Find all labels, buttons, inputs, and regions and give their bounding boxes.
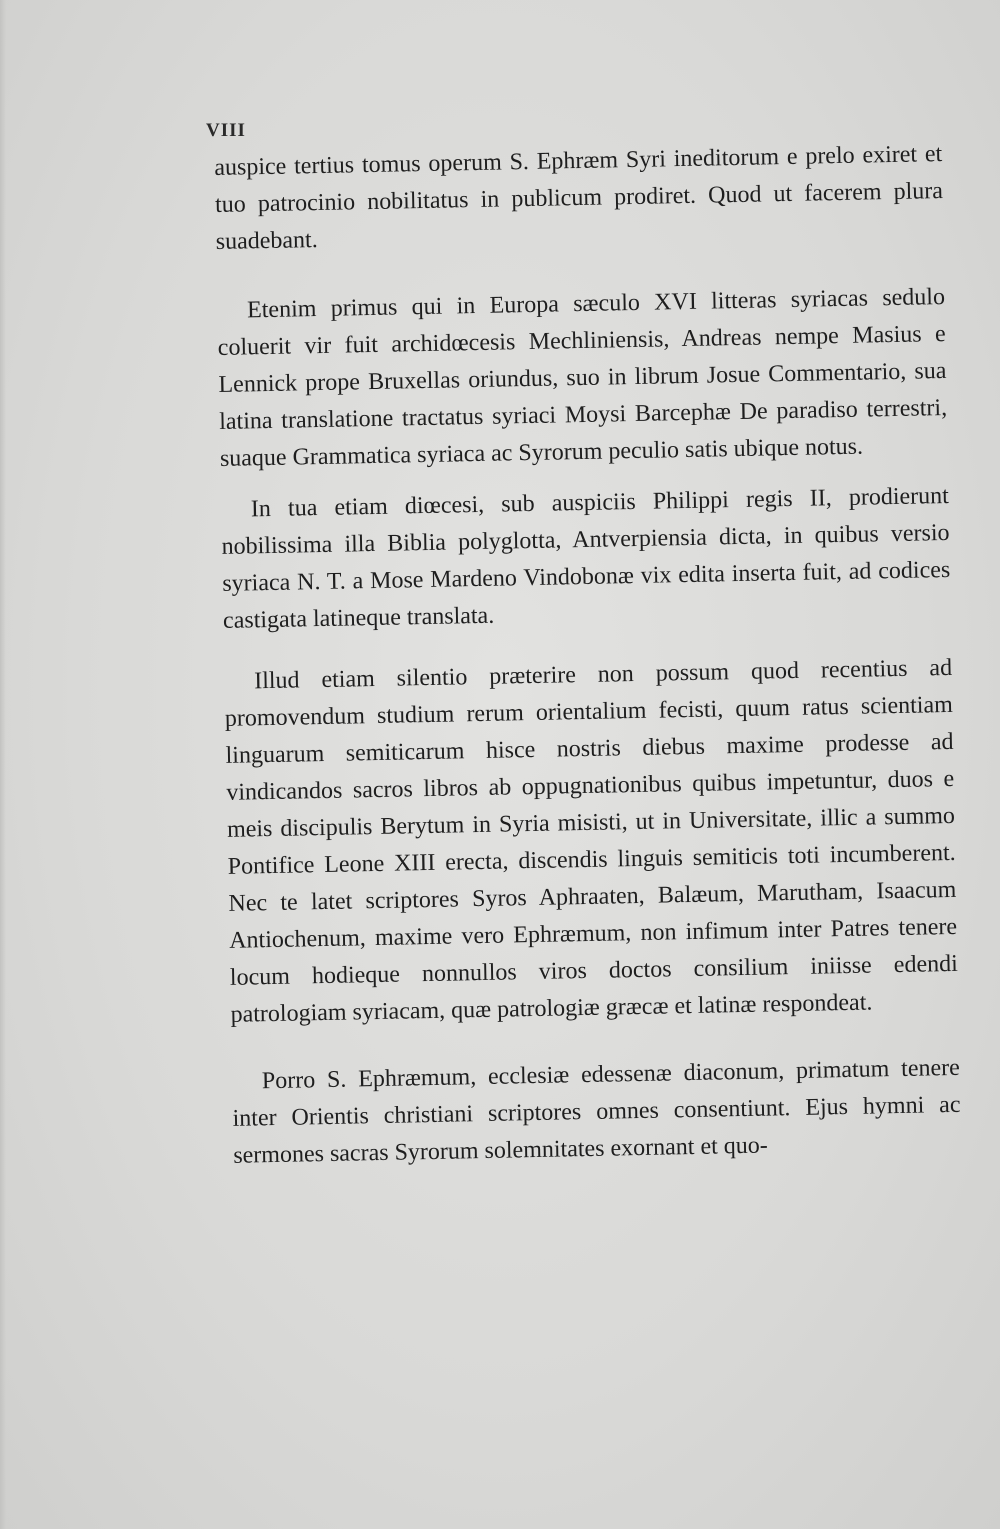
body-text xyxy=(214,136,962,1175)
paragraph-5: Porro S. Ephræmum, ecclesiæ edessenæ diaconum, primatum tenere inter Orientis christiani scriptores omnes consentiunt. Ejus hymni ac sermones sacras Syrorum solemnitates exornant et quo- xyxy=(232,1054,961,1169)
paragraph-2: Etenim primus qui in Europa sæculo XVI litteras syriacas sedulo coluerit vir fuit archidœcesis Mechliniensis, Andreas nempe Masius e Lennick prope Bruxellas oriundus, suo in librum Josue Commentario, sua latina translatione tractatus syriaci Moysi Barcephæ De paradiso terrestri, suaque Grammatica syriaca ac Syrorum peculio satis ubique notus. xyxy=(217,283,948,472)
paragraph-1: auspice tertius tomus operum S. Ephræm Syri ineditorum e prelo exiret et tuo patrocinio nobilitatus in publicum prodiret. Quod ut facerem plura suadebant. xyxy=(214,141,944,255)
page-fold-shadow xyxy=(0,0,6,1529)
page-number: VIII xyxy=(206,120,246,141)
paragraph-4: Illud etiam silentio præterire non possum quod recentius ad promovendum studium rerum orientalium fecisti, quum ratus scientiam linguarum semiticarum hisce nostris diebus maxime prodesse ad vindicandos sacros libros ab oppugnationibus quibus impetuntur, duos e meis discipulis Berytum in Syria misisti, ut in Universitate, illic a summo Pontifice Leone XIII erecta, discendis linguis semiticis toti incumberent. Nec te latet scriptores Syros Aphraaten, Balæum, Marutham, Isaacum Antiochenum, maxime vero Ephræmum, non infimum inter Patres tenere locum hodieque nonnullos viros doctos consilium iniisse edendi patrologiam syriacam, quæ patrologiæ græcæ et latinæ respondeat. xyxy=(224,654,959,1028)
paragraph-3: In tua etiam diœcesi, sub auspiciis Philippi regis II, prodierunt nobilissima illa Biblia polyglotta, Antverpiensia dicta, in quibus versio syriaca N. T. a Mose Mardeno Vindobonæ vix edita inserta fuit, ad codices castigata latineque translata. xyxy=(221,482,951,634)
